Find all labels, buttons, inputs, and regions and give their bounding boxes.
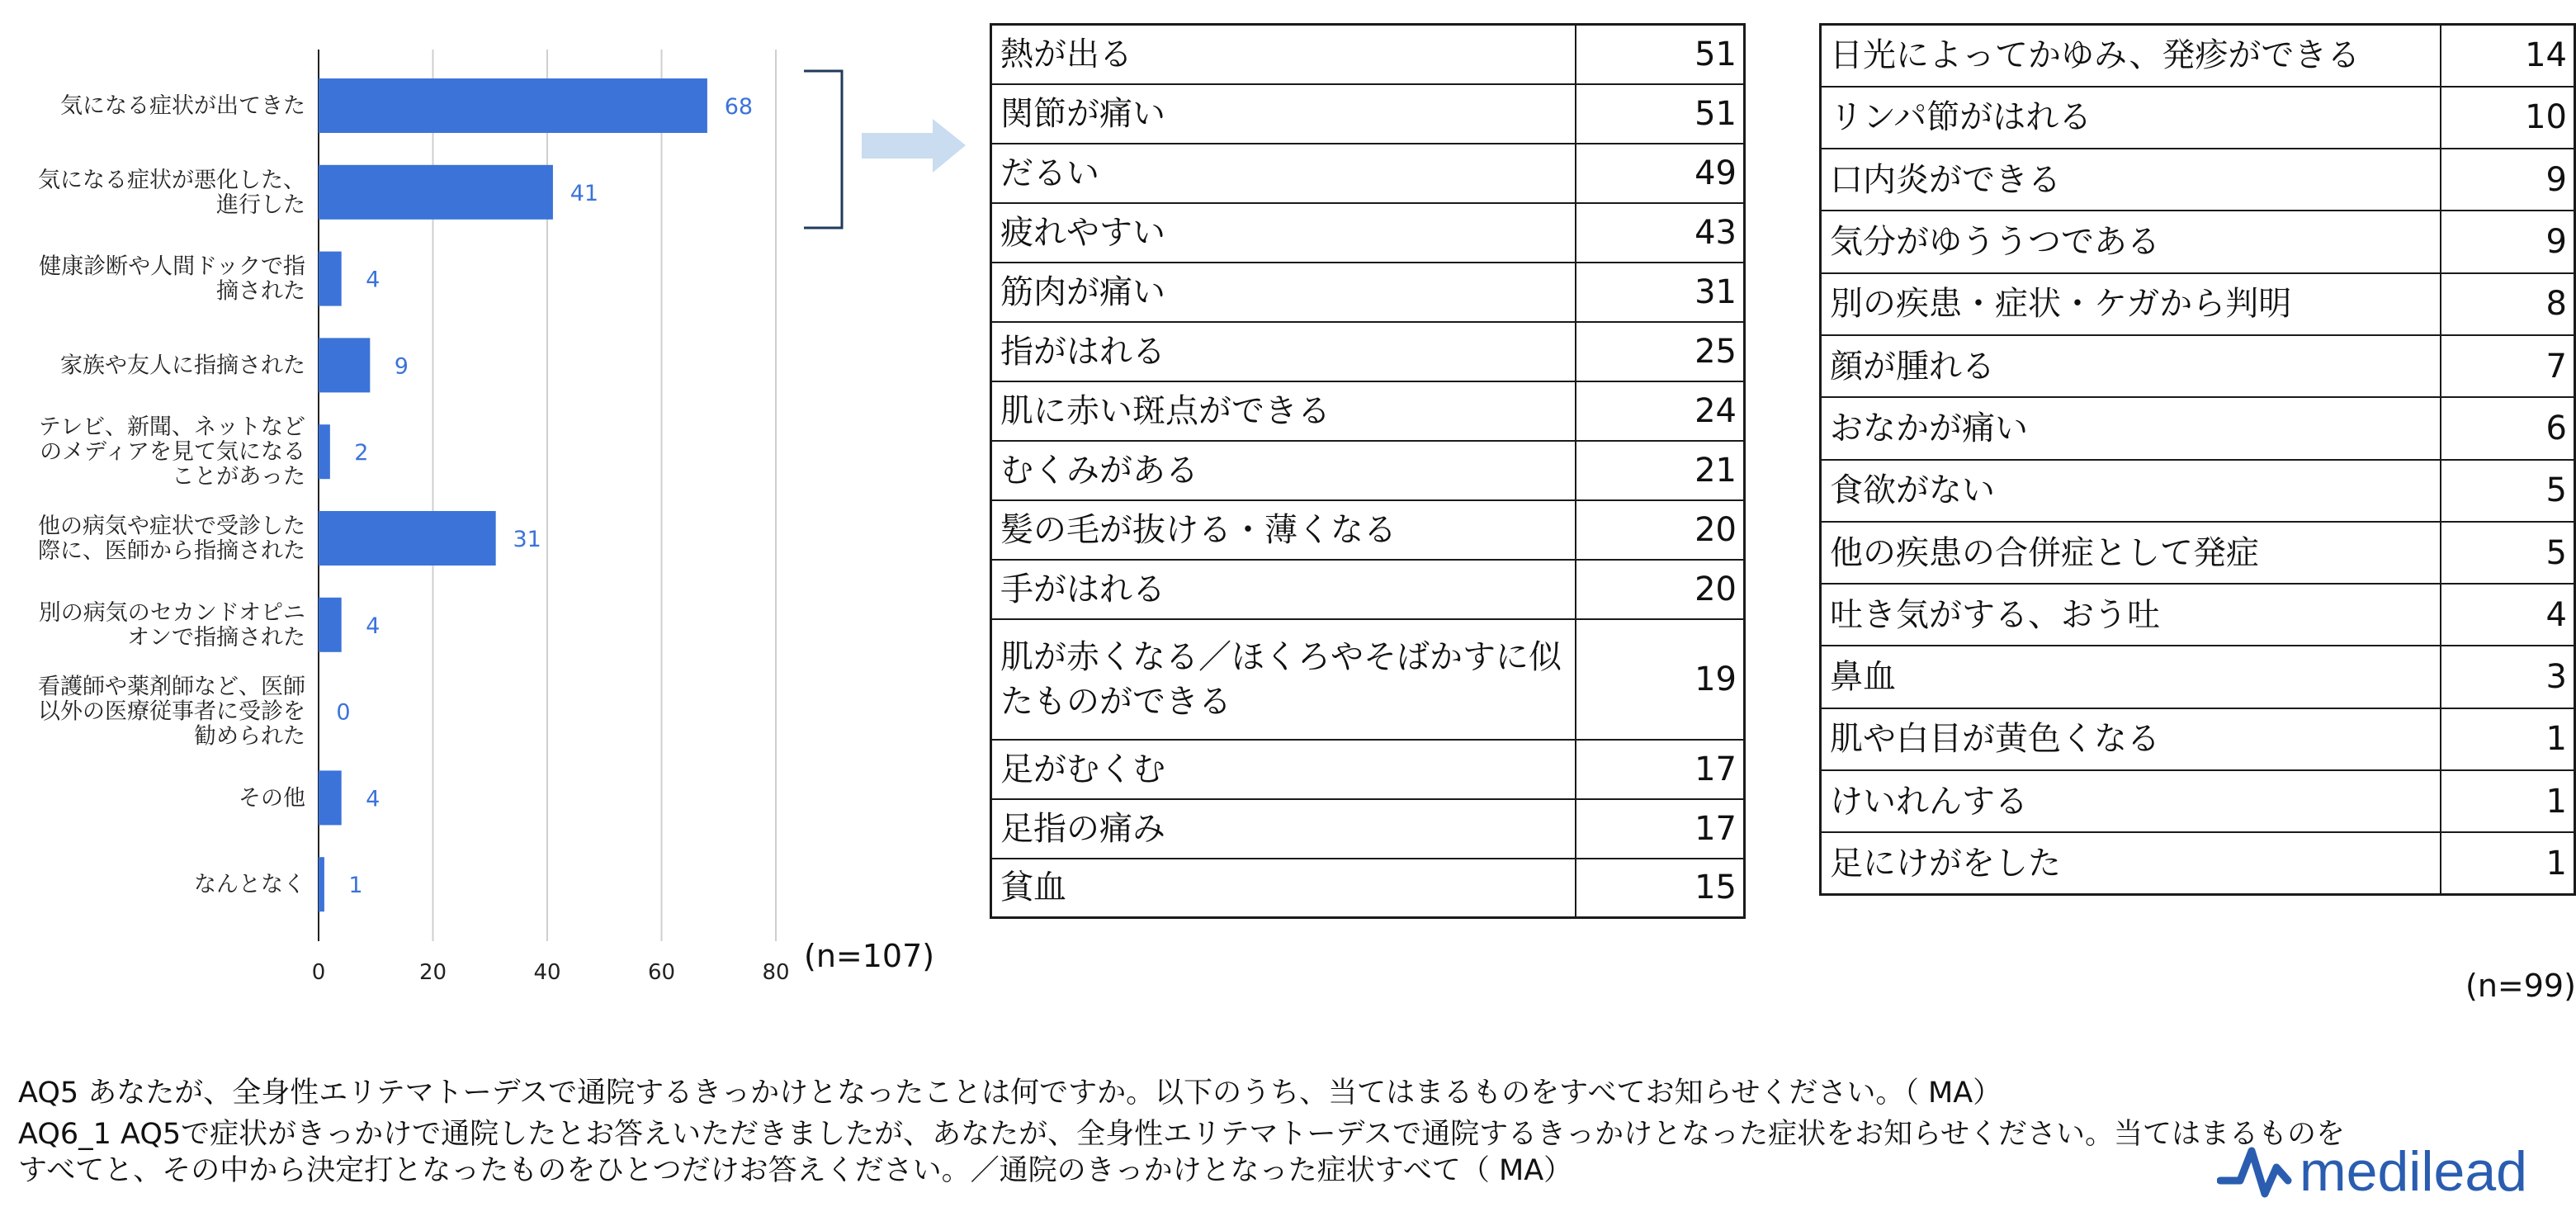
bar-value-label: 4	[366, 613, 380, 639]
symptom-label: 手がはれる	[991, 560, 1576, 619]
table-row	[991, 203, 1745, 263]
chart-category-labels	[38, 93, 305, 897]
symptom-label: 疲れやすい	[991, 203, 1576, 263]
table-row	[1821, 149, 2575, 211]
category-label: 別の病気のセカンドオピニオンで指摘された	[38, 599, 305, 651]
symptom-count: 49	[1576, 144, 1745, 203]
x-tick-label: 80	[762, 960, 790, 985]
symptom-label: 日光によってかゆみ、発疹ができる	[1821, 25, 2441, 87]
table-row	[991, 322, 1745, 381]
symptom-count: 14	[2441, 25, 2575, 87]
symptom-count: 1	[2441, 770, 2575, 832]
symptom-label: 口内炎ができる	[1821, 149, 2441, 211]
table-row	[991, 144, 1745, 203]
bracket	[804, 71, 842, 228]
symptom-label: だるい	[991, 144, 1576, 203]
category-label: テレビ、新聞、ネットなどのメディアを見て気になることがあった	[38, 414, 305, 490]
table-row	[1821, 87, 2575, 149]
bar	[319, 857, 324, 911]
medilead-logo	[2217, 1133, 2572, 1207]
table-row	[991, 381, 1745, 441]
symptom-count: 9	[2441, 211, 2575, 272]
symptom-table-left	[990, 23, 1746, 919]
logo-text: medilead	[2299, 1140, 2527, 1203]
symptom-label: おなかが痛い	[1821, 397, 2441, 459]
n-label-chart: (n=107)	[804, 938, 935, 974]
table-row	[1821, 211, 2575, 272]
symptom-count: 9	[2441, 149, 2575, 211]
table-row	[1821, 770, 2575, 832]
symptom-label: 気分がゆううつである	[1821, 211, 2441, 272]
symptom-label: 別の疾患・症状・ケガから判明	[1821, 273, 2441, 335]
symptom-count: 17	[1576, 799, 1745, 859]
table-row	[991, 619, 1745, 740]
symptom-count: 1	[2441, 832, 2575, 894]
bar	[319, 78, 707, 133]
table-row	[991, 859, 1745, 918]
symptom-count: 6	[2441, 397, 2575, 459]
symptom-label: 髪の毛が抜ける・薄くなる	[991, 500, 1576, 560]
table-row	[991, 441, 1745, 500]
symptom-count: 17	[1576, 740, 1745, 799]
table-row	[1821, 522, 2575, 584]
x-tick-label: 40	[533, 960, 561, 985]
bar-value-label: 1	[348, 873, 363, 899]
symptom-label: けいれんする	[1821, 770, 2441, 832]
bar-value-label: 31	[513, 527, 541, 552]
symptom-count: 24	[1576, 381, 1745, 441]
symptom-count: 51	[1576, 25, 1745, 84]
symptom-label: 肌や白目が黄色くなる	[1821, 708, 2441, 770]
bar-value-label: 68	[724, 94, 754, 120]
symptom-count: 20	[1576, 560, 1745, 619]
symptom-count: 4	[2441, 584, 2575, 646]
arrow-right-icon	[862, 119, 966, 173]
symptom-count: 3	[2441, 646, 2575, 708]
symptom-count: 25	[1576, 322, 1745, 381]
table-row	[1821, 832, 2575, 894]
symptom-count: 31	[1576, 263, 1745, 322]
table-row	[1821, 646, 2575, 708]
n-label-table: (n=99)	[2465, 968, 2576, 1004]
symptom-table-right	[1819, 23, 2576, 896]
symptom-count: 5	[2441, 522, 2575, 584]
table-row	[991, 740, 1745, 799]
bar	[319, 424, 330, 479]
symptom-label: 吐き気がする、おう吐	[1821, 584, 2441, 646]
symptom-count: 20	[1576, 500, 1745, 560]
category-label: 看護師や薬剤師など、医師以外の医療従事者に受診を勧められた	[38, 674, 305, 750]
symptom-label: 足指の痛み	[991, 799, 1576, 859]
category-label: 気になる症状が悪化した、進行した	[38, 167, 305, 218]
symptom-label: 他の疾患の合併症として発症	[1821, 522, 2441, 584]
table-row	[1821, 397, 2575, 459]
category-label: なんとなく	[194, 872, 305, 898]
table-row	[991, 84, 1745, 144]
table-row	[1821, 335, 2575, 397]
symptom-label: 足がむくむ	[991, 740, 1576, 799]
table-row	[1821, 25, 2575, 87]
question-aq6-line1: AQ6_1 AQ5で症状がきっかけで通院したとお答えいただきましたが、あなたが、全身性エリテマトーデスで通院するきっかけとなった症状をお知らせください。当てはまるものを	[18, 1118, 2346, 1151]
symptom-count: 1	[2441, 708, 2575, 770]
bar-value-label: 9	[394, 353, 409, 380]
table-row	[1821, 584, 2575, 646]
x-tick-label: 0	[311, 960, 326, 985]
table-row	[991, 500, 1745, 560]
table-row	[991, 799, 1745, 859]
table-row	[1821, 273, 2575, 335]
symptom-label: 食欲がない	[1821, 460, 2441, 522]
symptom-label: 貧血	[991, 859, 1576, 918]
bar-value-label: 0	[336, 699, 351, 726]
bar-value-label: 2	[354, 440, 369, 466]
bar-value-label: 4	[366, 267, 380, 293]
symptom-count: 19	[1576, 619, 1745, 740]
symptom-label: 関節が痛い	[991, 84, 1576, 144]
x-tick-label: 60	[647, 960, 676, 985]
bar	[319, 252, 342, 306]
symptom-label: 肌に赤い斑点ができる	[991, 381, 1576, 441]
symptom-label: 熱が出る	[991, 25, 1576, 84]
symptom-count: 43	[1576, 203, 1745, 263]
category-label: 他の病気や症状で受診した際に、医師から指摘された	[38, 514, 305, 564]
symptom-count: 10	[2441, 87, 2575, 149]
symptom-label: 肌が赤くなる／ほくろやそばかすに似 たものができる	[991, 619, 1576, 740]
bar-chart	[0, 0, 974, 1007]
table-row	[1821, 460, 2575, 522]
bar-value-label: 41	[570, 180, 599, 206]
symptom-count: 5	[2441, 460, 2575, 522]
bar	[319, 598, 342, 652]
category-label: その他	[239, 785, 305, 812]
symptom-count: 51	[1576, 84, 1745, 144]
bar	[319, 165, 553, 220]
symptom-label: むくみがある	[991, 441, 1576, 500]
symptom-count: 7	[2441, 335, 2575, 397]
category-label: 家族や友人に指摘された	[60, 353, 305, 379]
symptom-count: 8	[2441, 273, 2575, 335]
bar	[319, 338, 370, 392]
question-aq5: AQ5 あなたが、全身性エリテマトーデスで通院するきっかけとなったことは何ですか。以下のうち、当てはまるものをすべてお知らせください。（ MA）	[18, 1077, 2002, 1110]
symptom-label: 顔が腫れる	[1821, 335, 2441, 397]
bar	[319, 511, 496, 566]
table-row	[991, 263, 1745, 322]
symptom-count: 21	[1576, 441, 1745, 500]
symptom-label: リンパ節がはれる	[1821, 87, 2441, 149]
symptom-count: 15	[1576, 859, 1745, 918]
logo-mark-icon	[2220, 1151, 2288, 1194]
symptom-label: 指がはれる	[991, 322, 1576, 381]
question-aq6-line2: すべてと、その中から決定打となったものをひとつだけお答えください。／通院のきっかけとなった症状すべて（ MA）	[18, 1154, 1573, 1187]
bar-value-label: 4	[366, 786, 380, 812]
table-row	[991, 560, 1745, 619]
category-label: 健康診断や人間ドックで指摘された	[39, 253, 305, 305]
chart-x-tick-labels	[312, 960, 790, 985]
category-label: 気になる症状が出てきた	[60, 93, 305, 119]
table-row	[1821, 708, 2575, 770]
table-row	[991, 25, 1745, 84]
bar	[319, 770, 342, 825]
symptom-label: 足にけがをした	[1821, 832, 2441, 894]
x-tick-label: 20	[418, 960, 447, 985]
symptom-label: 筋肉が痛い	[991, 263, 1576, 322]
symptom-label: 鼻血	[1821, 646, 2441, 708]
